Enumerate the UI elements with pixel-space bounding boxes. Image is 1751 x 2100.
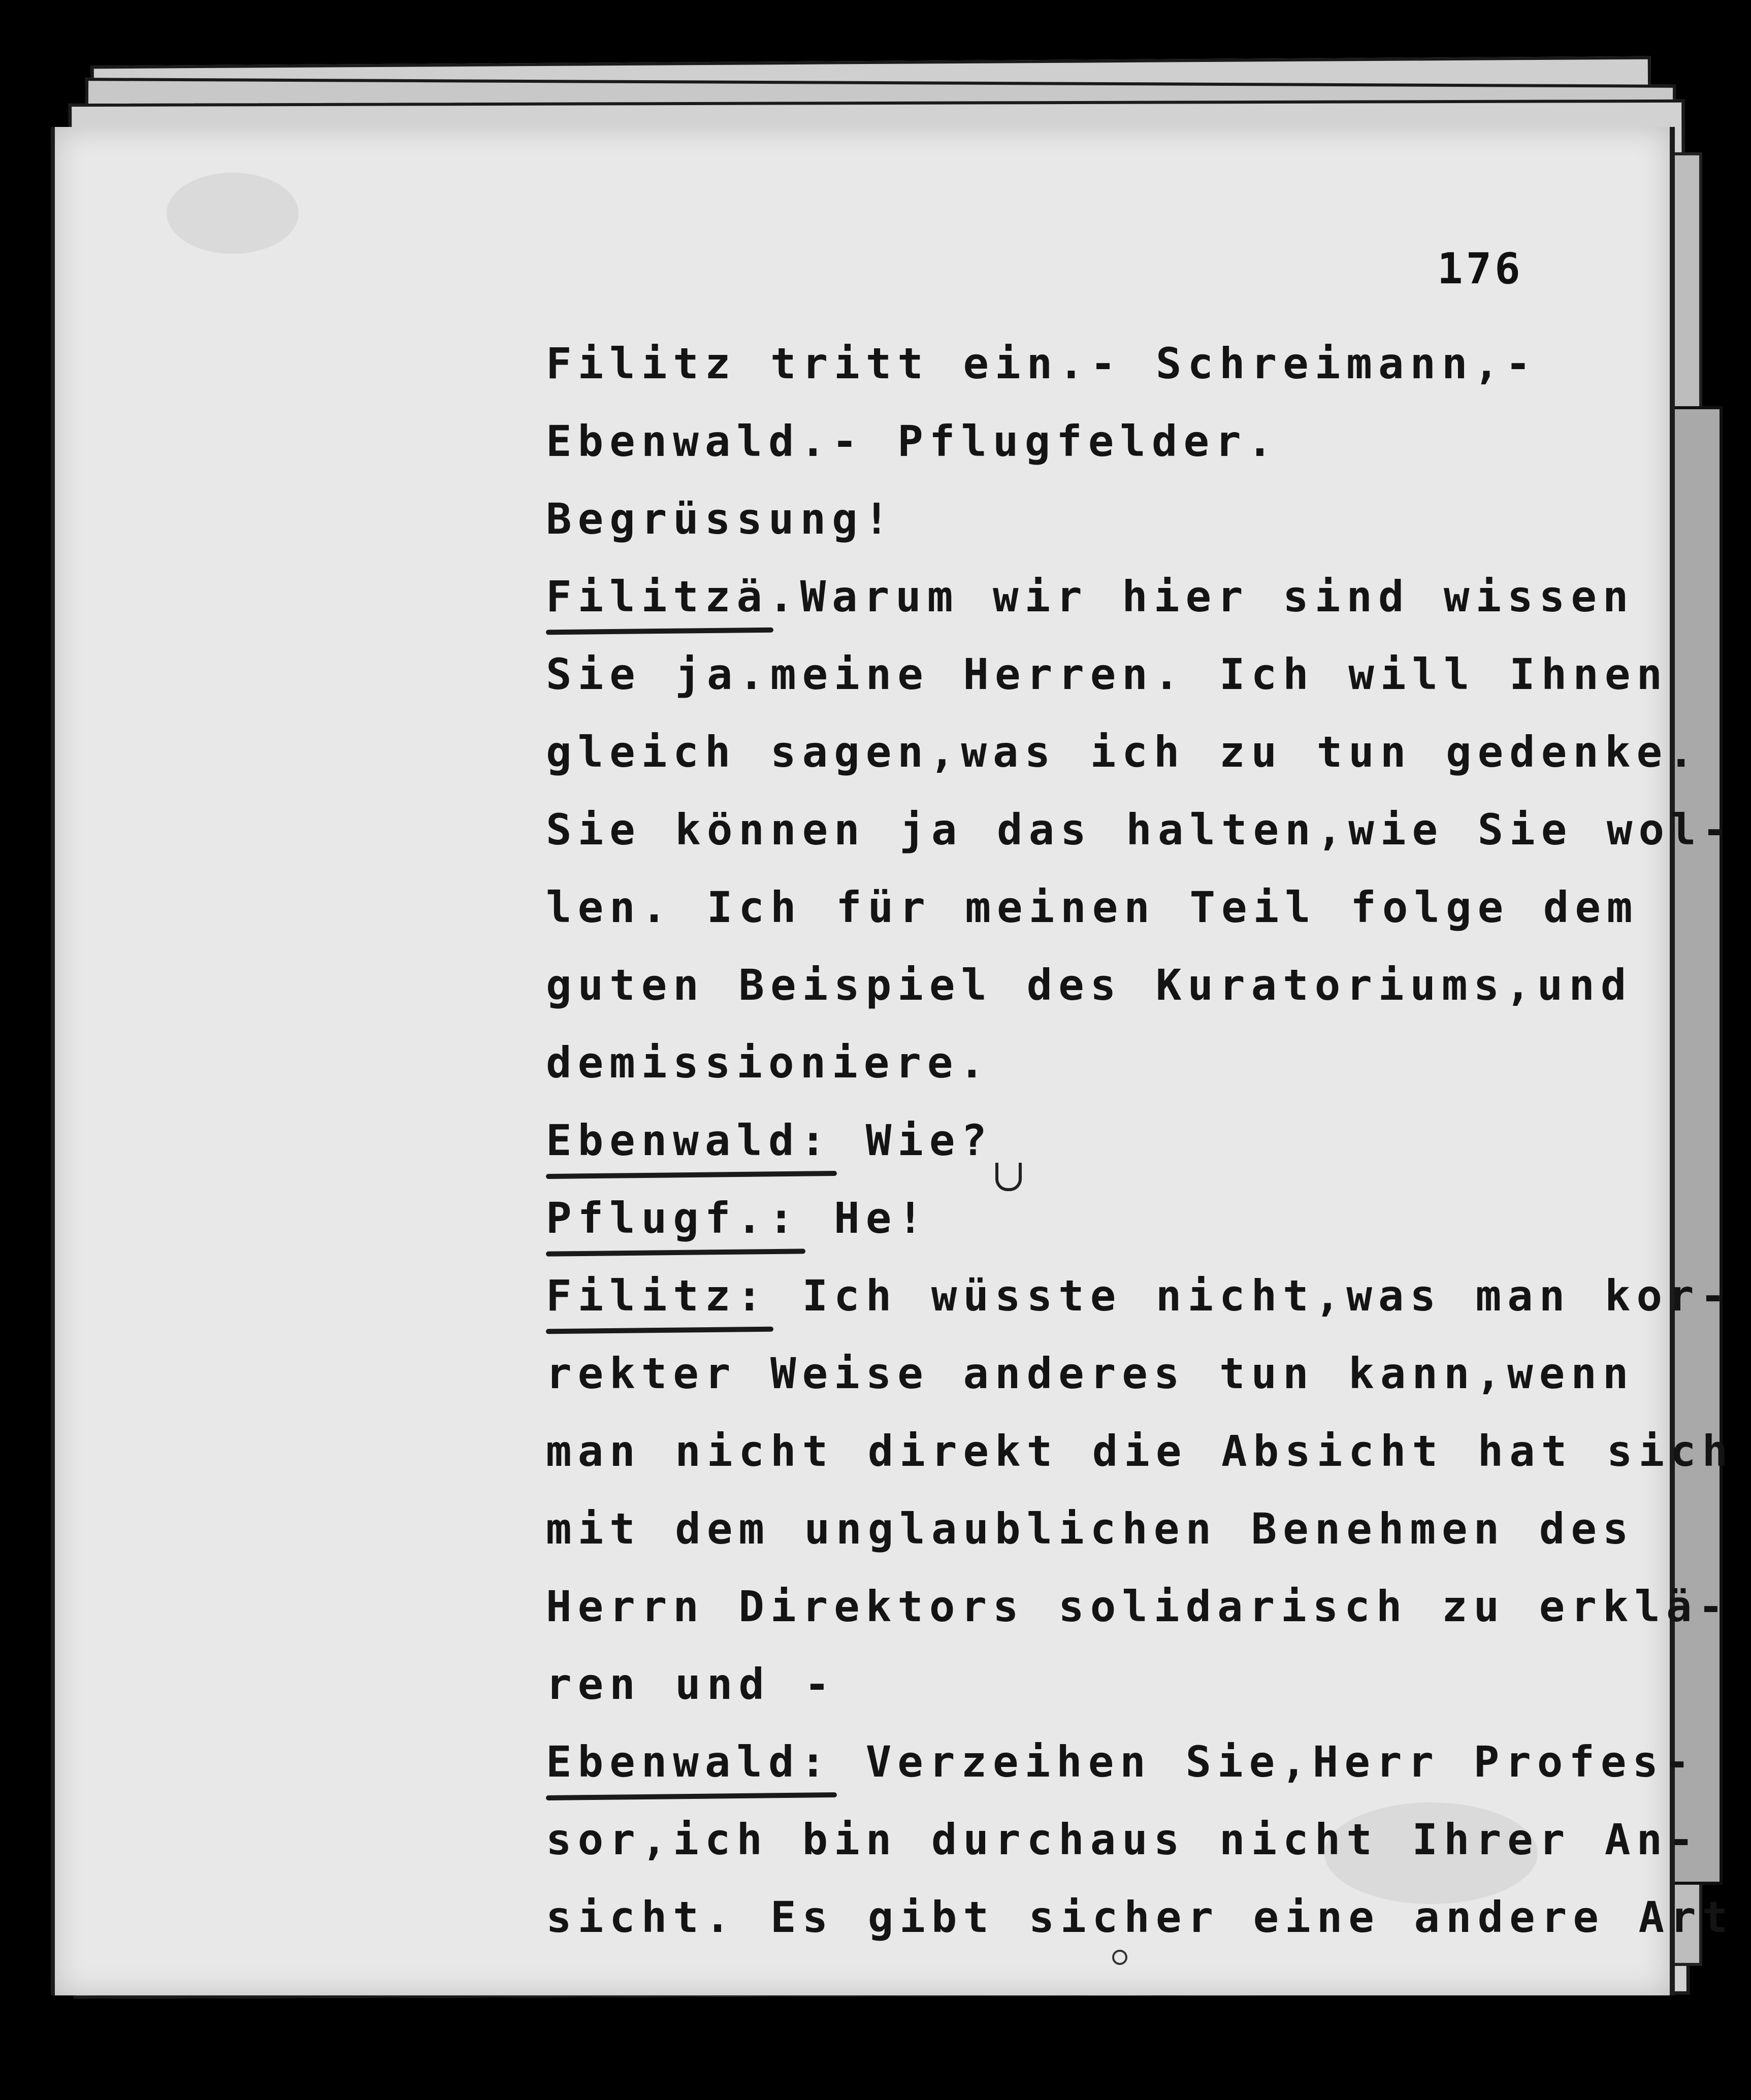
line-text: Verzeihen Sie,Herr Profes- (832, 1737, 1696, 1787)
line-text: rekter Weise anderes tun kann,wenn (546, 1349, 1635, 1398)
line-text: Wie? (832, 1115, 993, 1165)
ink-dot (1112, 1950, 1127, 1965)
text-line (546, 325, 1592, 403)
line-text: guten Beispiel des Kuratoriums,und (546, 960, 1633, 1010)
typescript-text (546, 325, 1734, 1956)
text-line (546, 480, 1592, 558)
speaker-name: Pflugf.: (546, 1179, 800, 1257)
text-line (546, 1179, 1592, 1257)
line-text: Begrüssung! (546, 494, 896, 544)
text-line (546, 1024, 1592, 1102)
line-text: Sie ja.meine Herren. Ich will Ihnen (546, 649, 1669, 699)
line-text: ren und - (546, 1659, 836, 1709)
text-line (546, 1879, 1734, 1956)
line-text: Sie können ja das halten,wie Sie wol- (546, 805, 1734, 855)
text-line (546, 1801, 1700, 1879)
speaker-name: Ebenwald: (546, 1102, 832, 1179)
text-line (546, 869, 1639, 946)
line-text: sicht. Es gibt sicher eine andere Art (546, 1892, 1734, 1942)
text-line (546, 1257, 1732, 1335)
text-line (546, 713, 1700, 791)
line-text: demissioniere. (546, 1038, 991, 1088)
pencil-mark (995, 1163, 1022, 1191)
line-text: man nicht direkt die Absicht hat sich (546, 1426, 1734, 1476)
line-text: Ebenwald.- Pflugfelder. (546, 416, 1279, 466)
text-line (546, 791, 1734, 869)
line-text: .Warum wir hier sind wissen (768, 572, 1635, 621)
line-text: Filitz tritt ein.- Schreimann,- (546, 339, 1537, 388)
text-line (546, 1568, 1730, 1646)
text-line (546, 403, 1592, 480)
text-line (546, 1723, 1696, 1801)
text-line (546, 1490, 1635, 1568)
text-line (546, 1335, 1635, 1413)
line-text: sor,ich bin durchaus nicht Ihrer An- (546, 1815, 1700, 1864)
line-text: gleich sagen,was ich zu tun gedenke. (546, 727, 1700, 777)
text-line (546, 558, 1635, 636)
line-text: He! (800, 1193, 929, 1243)
speaker-name: Filitzä (546, 558, 768, 636)
text-line (546, 946, 1633, 1024)
speaker-name: Filitz: (546, 1257, 768, 1335)
line-text: len. Ich für meinen Teil folge dem (546, 882, 1639, 932)
line-text: mit dem unglaublichen Benehmen des (546, 1504, 1635, 1554)
page-number: 176 (1437, 244, 1523, 293)
line-text: Herrn Direktors solidarisch zu erklä- (546, 1582, 1730, 1631)
smudge (167, 173, 299, 254)
text-line (546, 1413, 1734, 1490)
text-line (546, 636, 1669, 713)
text-line (546, 1646, 1592, 1723)
speaker-name: Ebenwald: (546, 1723, 832, 1801)
text-line (546, 1102, 1592, 1179)
line-text: Ich wüsste nicht,was man kor- (768, 1271, 1732, 1321)
